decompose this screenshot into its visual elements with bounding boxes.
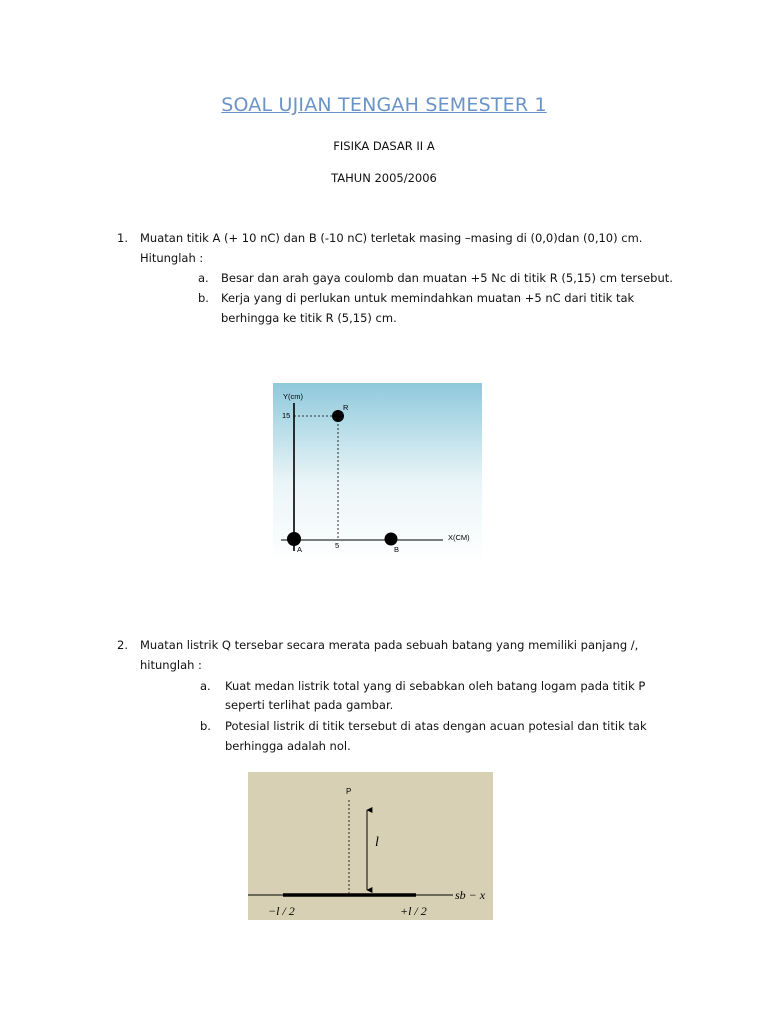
academic-year: TAHUN 2005/2006 bbox=[331, 171, 437, 185]
point-a-marker bbox=[287, 532, 301, 546]
question-1-prompt: Hitunglah : bbox=[140, 251, 204, 265]
page-title: SOAL UJIAN TENGAH SEMESTER 1 bbox=[221, 94, 547, 116]
point-b-label: B bbox=[394, 545, 400, 554]
point-r-label: R bbox=[343, 403, 349, 412]
question-1a-text: Besar dan arah gaya coulomb dan muatan +5 Nc di titik R (5,15) cm tersebut. bbox=[221, 271, 673, 285]
question-2-prompt: hitunglah : bbox=[140, 658, 202, 672]
x-axis-label: X(CM) bbox=[448, 533, 470, 542]
figure-charges-diagram bbox=[273, 383, 482, 564]
y-axis-label: Y(cm) bbox=[283, 392, 303, 401]
sb-x-label: sb − x bbox=[455, 888, 486, 902]
question-1b-text: Kerja yang di perlukan untuk memindahkan muatan +5 nC dari titik tak bbox=[221, 291, 635, 305]
question-2a-label: a. bbox=[200, 679, 211, 693]
question-1-text: Muatan titik A (+ 10 nC) dan B (-10 nC) terletak masing –masing di (0,0)dan (0,10) cm. bbox=[140, 231, 643, 245]
tick-x-5: 5 bbox=[335, 541, 340, 550]
length-label: l bbox=[375, 835, 379, 850]
question-2b-text-cont: berhingga adalah nol. bbox=[225, 739, 351, 753]
question-2b-text: Potesial listrik di titik tersebut di atas dengan acuan potesial dan titik tak bbox=[225, 719, 647, 733]
question-1-number: 1. bbox=[117, 231, 128, 245]
question-2-number: 2. bbox=[117, 638, 128, 652]
point-b-marker bbox=[385, 533, 398, 546]
right-end-label: +l / 2 bbox=[400, 904, 427, 918]
question-2a-text: Kuat medan listrik total yang di sebabkan oleh batang logam pada titik P bbox=[225, 679, 646, 693]
question-2a-text-cont: seperti terlihat pada gambar. bbox=[225, 698, 394, 712]
question-1b-text-cont: berhingga ke titik R (5,15) cm. bbox=[221, 311, 397, 325]
point-p-label: P bbox=[346, 787, 352, 796]
course-name: FISIKA DASAR II A bbox=[333, 139, 435, 153]
figure-rod-diagram bbox=[248, 772, 493, 920]
question-2b-label: b. bbox=[200, 719, 211, 733]
question-1a-label: a. bbox=[198, 271, 209, 285]
point-a-label: A bbox=[297, 545, 303, 554]
question-2-text: Muatan listrik Q tersebar secara merata pada sebuah batang yang memiliki panjang /, bbox=[140, 638, 639, 652]
left-end-label: −l / 2 bbox=[268, 904, 295, 918]
question-1b-label: b. bbox=[198, 291, 209, 305]
tick-y-15: 15 bbox=[282, 411, 291, 420]
